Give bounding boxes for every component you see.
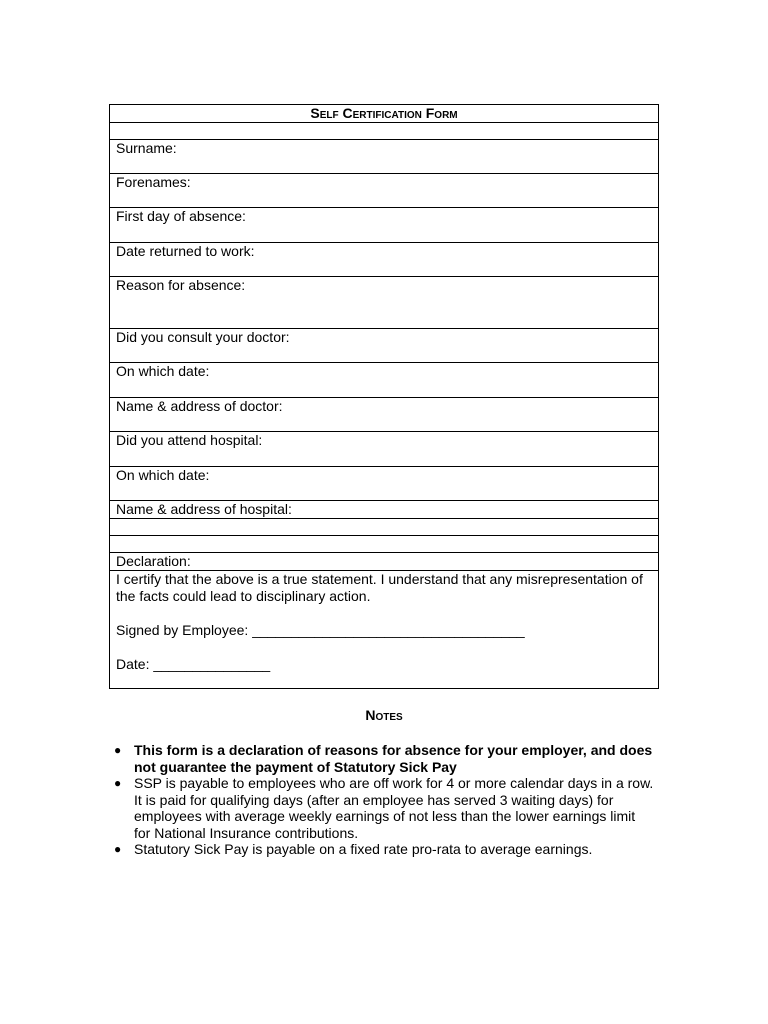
bullet-icon: ● — [114, 743, 122, 757]
declaration-label-cell — [110, 553, 659, 571]
field-forenames[interactable] — [110, 174, 659, 208]
bullet-icon: ● — [114, 842, 122, 856]
blank-row[interactable] — [110, 536, 659, 553]
self-certification-form — [109, 104, 659, 689]
list-item — [114, 841, 654, 858]
field-label: Date returned to work: — [116, 243, 255, 259]
field-label: Surname: — [116, 140, 177, 156]
field-label: On which date: — [116, 363, 210, 379]
field-reason-for-absence[interactable] — [110, 277, 659, 329]
field-label: Name & address of doctor: — [116, 398, 283, 414]
note-text: Statutory Sick Pay is payable on a fixed rate pro-rata to average earnings. — [134, 841, 593, 857]
field-label: Forenames: — [116, 174, 191, 190]
form-title: Self Certification Form — [310, 105, 458, 121]
declaration-label: Declaration: — [116, 553, 191, 569]
list-item — [114, 775, 654, 841]
notes-list — [114, 742, 654, 858]
field-surname[interactable] — [110, 140, 659, 174]
declaration-body — [110, 571, 659, 689]
field-label: Reason for absence: — [116, 277, 246, 293]
field-hospital-date[interactable] — [110, 467, 659, 501]
field-label: First day of absence: — [116, 208, 246, 224]
field-attend-hospital[interactable] — [110, 432, 659, 467]
list-item — [114, 742, 654, 775]
note-text: This form is a declaration of reasons for absence for your employer, and does not guarantee the payment of Statutory Sick Pay — [134, 742, 653, 775]
field-doctor-name-address[interactable] — [110, 398, 659, 432]
field-first-day-of-absence[interactable] — [110, 208, 659, 243]
declaration-text: I certify that the above is a true statement. I understand that any misrepresentation of the facts could lead to disciplinary action. — [116, 571, 643, 604]
bullet-icon: ● — [114, 776, 122, 790]
date-line[interactable]: Date: _______________ — [116, 656, 271, 672]
form-title-cell — [110, 105, 659, 123]
field-label: Name & address of hospital: — [116, 501, 292, 517]
field-consult-doctor[interactable] — [110, 329, 659, 363]
field-doctor-date[interactable] — [110, 363, 659, 398]
note-text: SSP is payable to employees who are off work for 4 or more calendar days in a row. It is paid for qualifying days (after an employee has served 3 waiting days) for employees with average weekly earnings of not less than the lower earnings limit for National Insurance contributions. — [134, 775, 654, 841]
notes-title: Notes — [365, 707, 403, 723]
signed-by-employee-line[interactable]: Signed by Employee: ___________________________________ — [116, 622, 525, 638]
field-date-returned[interactable] — [110, 243, 659, 277]
spacer-row — [110, 123, 659, 140]
field-label: Did you attend hospital: — [116, 432, 263, 448]
field-hospital-name-address[interactable] — [110, 501, 659, 519]
blank-row[interactable] — [110, 519, 659, 536]
field-label: On which date: — [116, 467, 210, 483]
field-label: Did you consult your doctor: — [116, 329, 290, 345]
